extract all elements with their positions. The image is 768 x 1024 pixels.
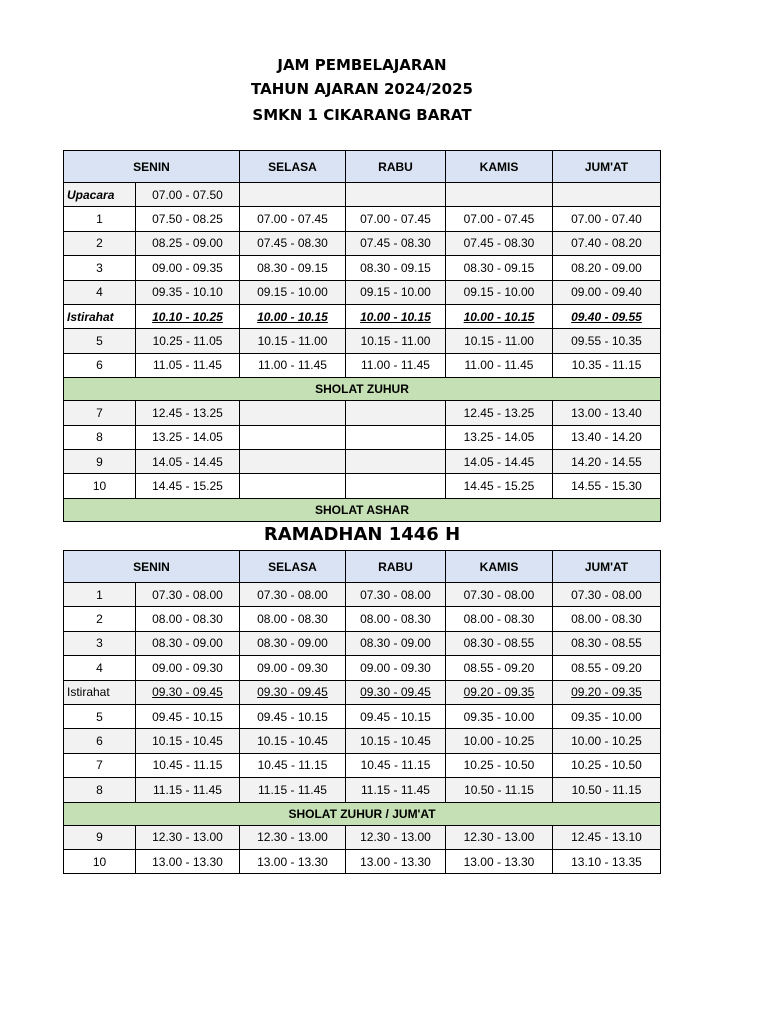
table-row (64, 729, 661, 753)
time-cell: 09.45 - 10.15 (240, 704, 346, 728)
time-cell: 11.15 - 11.45 (240, 778, 346, 802)
table-row (64, 849, 661, 873)
period-label: 10 (64, 849, 136, 873)
time-cell: 09.35 - 10.00 (446, 704, 553, 728)
time-cell: 10.15 - 10.45 (346, 729, 446, 753)
time-cell: 14.05 - 14.45 (136, 449, 240, 473)
time-cell: 12.45 - 13.25 (446, 401, 553, 425)
time-cell: 10.00 - 10.25 (446, 729, 553, 753)
time-cell: 10.15 - 11.00 (446, 329, 553, 353)
time-cell: 09.15 - 10.00 (446, 280, 553, 304)
table-row (64, 401, 661, 425)
time-cell: 08.30 - 09.15 (346, 256, 446, 280)
time-cell: 11.00 - 11.45 (240, 353, 346, 377)
time-cell: 08.30 - 09.00 (346, 631, 446, 655)
day-header-rabu: RABU (346, 551, 446, 583)
header-row (64, 551, 661, 583)
time-cell: 10.00 - 10.15 (240, 304, 346, 328)
time-cell (446, 183, 553, 207)
day-header-jumat: JUM'AT (553, 151, 661, 183)
time-cell: 12.30 - 13.00 (136, 825, 240, 849)
time-cell: 11.00 - 11.45 (346, 353, 446, 377)
prayer-band-row (64, 802, 661, 825)
time-cell: 14.55 - 15.30 (553, 474, 661, 498)
time-cell: 10.25 - 10.50 (553, 753, 661, 777)
title-line-1: JAM PEMBELAJARAN (277, 56, 447, 74)
time-cell: 07.45 - 08.30 (346, 231, 446, 255)
time-cell: 08.30 - 09.00 (240, 631, 346, 655)
table-row (64, 753, 661, 777)
period-label: 8 (64, 425, 136, 449)
time-cell: 12.30 - 13.00 (240, 825, 346, 849)
table-row (64, 680, 661, 704)
table-row (64, 607, 661, 631)
time-cell: 10.45 - 11.15 (240, 753, 346, 777)
time-cell: 10.45 - 11.15 (346, 753, 446, 777)
title-line-3: SMKN 1 CIKARANG BARAT (252, 106, 472, 124)
header-row (64, 151, 661, 183)
table-row (64, 825, 661, 849)
period-label: 1 (64, 207, 136, 231)
table-row (64, 474, 661, 498)
time-cell: 10.25 - 10.50 (446, 753, 553, 777)
time-cell: 07.50 - 08.25 (136, 207, 240, 231)
time-cell: 08.00 - 08.30 (553, 607, 661, 631)
period-label: Istirahat (64, 680, 136, 704)
time-cell: 09.00 - 09.35 (136, 256, 240, 280)
time-cell: 14.45 - 15.25 (446, 474, 553, 498)
day-header-senin: SENIN (64, 551, 240, 583)
time-cell: 09.20 - 09.35 (553, 680, 661, 704)
time-cell: 08.30 - 08.55 (553, 631, 661, 655)
time-cell (346, 425, 446, 449)
time-cell: 09.35 - 10.10 (136, 280, 240, 304)
time-cell: 07.30 - 08.00 (346, 583, 446, 607)
table-row (64, 353, 661, 377)
time-cell: 08.30 - 09.00 (136, 631, 240, 655)
time-cell: 09.00 - 09.40 (553, 280, 661, 304)
time-cell: 09.30 - 09.45 (346, 680, 446, 704)
time-cell: 13.00 - 13.30 (346, 849, 446, 873)
day-header-selasa: SELASA (240, 151, 346, 183)
time-cell: 08.00 - 08.30 (346, 607, 446, 631)
period-label: 9 (64, 825, 136, 849)
time-cell: 10.25 - 11.05 (136, 329, 240, 353)
time-cell: 07.30 - 08.00 (240, 583, 346, 607)
time-cell (553, 183, 661, 207)
table-row (64, 631, 661, 655)
time-cell: 13.25 - 14.05 (446, 425, 553, 449)
period-label: Istirahat (64, 304, 136, 328)
period-label: 7 (64, 401, 136, 425)
time-cell: 09.00 - 09.30 (240, 656, 346, 680)
period-label: 6 (64, 353, 136, 377)
prayer-band-label: SHOLAT ZUHUR / JUM'AT (64, 802, 661, 825)
time-cell: 07.00 - 07.45 (346, 207, 446, 231)
time-cell: 08.55 - 09.20 (553, 656, 661, 680)
table-row (64, 256, 661, 280)
time-cell: 08.30 - 09.15 (446, 256, 553, 280)
period-label: 1 (64, 583, 136, 607)
time-cell: 07.45 - 08.30 (446, 231, 553, 255)
time-cell: 13.10 - 13.35 (553, 849, 661, 873)
time-cell: 09.45 - 10.15 (346, 704, 446, 728)
time-cell: 13.00 - 13.40 (553, 401, 661, 425)
prayer-band-label: SHOLAT ZUHUR (64, 378, 661, 401)
time-cell: 13.25 - 14.05 (136, 425, 240, 449)
time-cell: 10.10 - 10.25 (136, 304, 240, 328)
prayer-band-row (64, 498, 661, 521)
time-cell (240, 449, 346, 473)
time-cell: 08.00 - 08.30 (136, 607, 240, 631)
period-label: 10 (64, 474, 136, 498)
time-cell: 13.00 - 13.30 (446, 849, 553, 873)
time-cell: 09.15 - 10.00 (346, 280, 446, 304)
time-cell: 08.30 - 08.55 (446, 631, 553, 655)
ramadhan-title: RAMADHAN 1446 H (263, 524, 461, 545)
time-cell (240, 474, 346, 498)
time-cell: 14.45 - 15.25 (136, 474, 240, 498)
time-cell: 09.20 - 09.35 (446, 680, 553, 704)
time-cell: 10.35 - 11.15 (553, 353, 661, 377)
time-cell: 11.15 - 11.45 (346, 778, 446, 802)
table-row (64, 183, 661, 207)
period-label: 2 (64, 231, 136, 255)
time-cell: 10.00 - 10.15 (346, 304, 446, 328)
regular-schedule-table (63, 150, 661, 522)
time-cell: 09.30 - 09.45 (240, 680, 346, 704)
time-cell (346, 183, 446, 207)
time-cell: 12.30 - 13.00 (346, 825, 446, 849)
period-label: 4 (64, 656, 136, 680)
day-header-rabu: RABU (346, 151, 446, 183)
table-row (64, 207, 661, 231)
table-row (64, 583, 661, 607)
prayer-band-label: SHOLAT ASHAR (64, 498, 661, 521)
period-label: 2 (64, 607, 136, 631)
day-header-selasa: SELASA (240, 551, 346, 583)
time-cell: 07.00 - 07.45 (240, 207, 346, 231)
table-row (64, 425, 661, 449)
time-cell: 10.15 - 11.00 (346, 329, 446, 353)
time-cell: 08.00 - 08.30 (446, 607, 553, 631)
time-cell: 07.00 - 07.40 (553, 207, 661, 231)
time-cell: 11.00 - 11.45 (446, 353, 553, 377)
prayer-band-row (64, 378, 661, 401)
table-row (64, 329, 661, 353)
time-cell: 10.00 - 10.15 (446, 304, 553, 328)
time-cell: 10.15 - 11.00 (240, 329, 346, 353)
time-cell: 10.45 - 11.15 (136, 753, 240, 777)
time-cell: 09.15 - 10.00 (240, 280, 346, 304)
time-cell: 08.20 - 09.00 (553, 256, 661, 280)
time-cell: 12.45 - 13.25 (136, 401, 240, 425)
day-header-senin: SENIN (64, 151, 240, 183)
time-cell: 10.50 - 11.15 (446, 778, 553, 802)
period-label: 9 (64, 449, 136, 473)
period-label: 8 (64, 778, 136, 802)
period-label: Upacara (64, 183, 136, 207)
time-cell (240, 183, 346, 207)
time-cell: 10.50 - 11.15 (553, 778, 661, 802)
time-cell: 07.45 - 08.30 (240, 231, 346, 255)
time-cell (240, 401, 346, 425)
time-cell (240, 425, 346, 449)
time-cell: 07.30 - 08.00 (446, 583, 553, 607)
table-row (64, 778, 661, 802)
title-line-2: TAHUN AJARAN 2024/2025 (251, 80, 473, 98)
time-cell: 09.40 - 09.55 (553, 304, 661, 328)
time-cell: 10.15 - 10.45 (240, 729, 346, 753)
period-label: 5 (64, 329, 136, 353)
time-cell: 13.40 - 14.20 (553, 425, 661, 449)
time-cell: 11.05 - 11.45 (136, 353, 240, 377)
table-row (64, 449, 661, 473)
time-cell: 07.30 - 08.00 (553, 583, 661, 607)
time-cell: 08.30 - 09.15 (240, 256, 346, 280)
time-cell: 13.00 - 13.30 (240, 849, 346, 873)
time-cell (346, 401, 446, 425)
time-cell: 09.35 - 10.00 (553, 704, 661, 728)
period-label: 3 (64, 256, 136, 280)
time-cell: 07.00 - 07.45 (446, 207, 553, 231)
time-cell (346, 474, 446, 498)
ramadhan-schedule-table (63, 550, 661, 874)
table-row (64, 704, 661, 728)
time-cell: 08.55 - 09.20 (446, 656, 553, 680)
day-header-kamis: KAMIS (446, 151, 553, 183)
time-cell: 09.55 - 10.35 (553, 329, 661, 353)
period-label: 5 (64, 704, 136, 728)
time-cell: 12.45 - 13.10 (553, 825, 661, 849)
time-cell: 09.00 - 09.30 (136, 656, 240, 680)
time-cell: 10.15 - 10.45 (136, 729, 240, 753)
period-label: 7 (64, 753, 136, 777)
period-label: 6 (64, 729, 136, 753)
time-cell: 07.30 - 08.00 (136, 583, 240, 607)
time-cell: 10.00 - 10.25 (553, 729, 661, 753)
day-header-jumat: JUM'AT (553, 551, 661, 583)
period-label: 4 (64, 280, 136, 304)
time-cell: 12.30 - 13.00 (446, 825, 553, 849)
time-cell: 07.00 - 07.50 (136, 183, 240, 207)
table-row (64, 231, 661, 255)
time-cell: 09.30 - 09.45 (136, 680, 240, 704)
table-row (64, 304, 661, 328)
time-cell (346, 449, 446, 473)
time-cell: 09.00 - 09.30 (346, 656, 446, 680)
table-row (64, 656, 661, 680)
time-cell: 09.45 - 10.15 (136, 704, 240, 728)
time-cell: 07.40 - 08.20 (553, 231, 661, 255)
day-header-kamis: KAMIS (446, 551, 553, 583)
time-cell: 14.05 - 14.45 (446, 449, 553, 473)
time-cell: 11.15 - 11.45 (136, 778, 240, 802)
time-cell: 13.00 - 13.30 (136, 849, 240, 873)
time-cell: 14.20 - 14.55 (553, 449, 661, 473)
time-cell: 08.00 - 08.30 (240, 607, 346, 631)
period-label: 3 (64, 631, 136, 655)
table-row (64, 280, 661, 304)
time-cell: 08.25 - 09.00 (136, 231, 240, 255)
